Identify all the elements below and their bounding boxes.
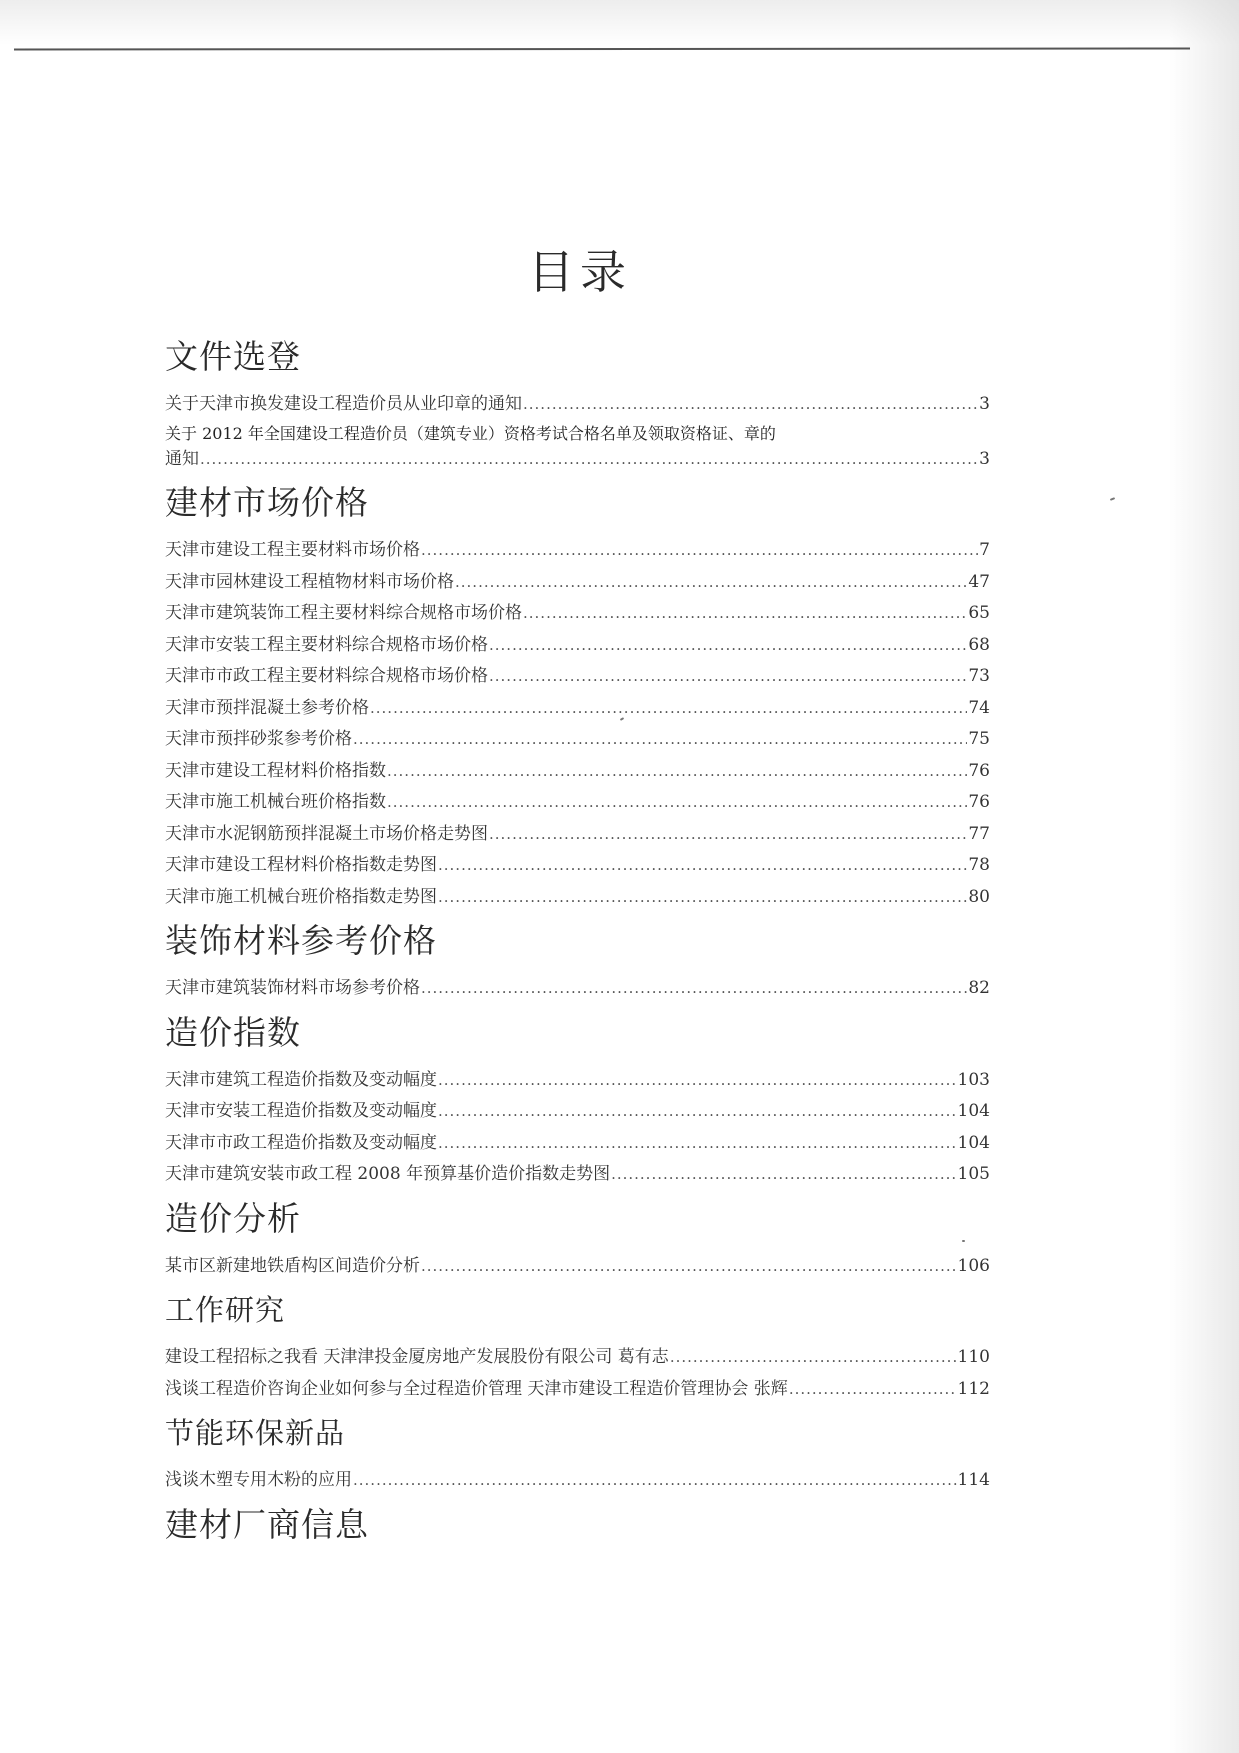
scan-shadow-top xyxy=(0,0,1239,45)
dot-leader xyxy=(489,630,967,662)
toc-entry-list xyxy=(165,973,990,1005)
toc-entry-title: 天津市建筑安装市政工程 2008 年预算基价造价指数走势图 xyxy=(165,1164,611,1184)
dot-leader xyxy=(421,535,978,567)
toc-entry-page-number: 68 xyxy=(968,634,990,655)
toc-entry-list xyxy=(165,1251,990,1283)
toc-entry-page-number: 3 xyxy=(979,448,990,469)
toc-entry-title: 浅谈木塑专用木粉的应用 xyxy=(165,1470,352,1490)
toc-entry-page-number: 75 xyxy=(968,729,990,749)
scan-shadow-right xyxy=(1169,0,1239,1753)
dot-leader xyxy=(611,1159,956,1191)
dot-leader xyxy=(438,1065,957,1097)
dot-leader xyxy=(789,1374,957,1406)
toc-entry[interactable] xyxy=(165,444,990,476)
toc-entry-title: 天津市园林建设工程植物材料市场价格 xyxy=(165,571,454,592)
toc-entry[interactable] xyxy=(165,1342,990,1374)
toc-entry-page-number: 77 xyxy=(968,823,990,844)
toc-entry[interactable] xyxy=(165,535,990,567)
toc-entry-title: 天津市安装工程主要材料综合规格市场价格 xyxy=(165,634,488,655)
toc-entry[interactable] xyxy=(165,973,990,1005)
toc-entry[interactable] xyxy=(165,693,990,725)
toc-section xyxy=(165,335,990,475)
dot-leader xyxy=(438,1128,957,1160)
toc-entry-page-number: 73 xyxy=(968,666,990,686)
toc-entry-title: 天津市预拌混凝土参考价格 xyxy=(165,697,369,718)
toc-entry-title: 建设工程招标之我看 天津津投金厦房地产发展股份有限公司 葛有志 xyxy=(165,1347,669,1367)
toc-entry-page-number: 47 xyxy=(968,571,990,592)
toc-entry-list xyxy=(165,389,990,475)
toc-entry-title: 关于天津市换发建设工程造价员从业印章的通知 xyxy=(165,394,522,414)
toc-entry-page-number: 106 xyxy=(957,1255,990,1276)
toc-entry[interactable] xyxy=(165,630,990,662)
dot-leader xyxy=(523,389,978,421)
toc-entry[interactable] xyxy=(165,598,990,630)
toc-entry-page-number: 105 xyxy=(957,1164,990,1184)
scan-speck xyxy=(1110,497,1115,501)
dot-leader xyxy=(489,819,967,851)
toc-entry-title: 天津市市政工程主要材料综合规格市场价格 xyxy=(165,666,488,686)
toc-entry-title: 天津市建设工程主要材料市场价格 xyxy=(165,540,420,560)
top-rule xyxy=(14,47,1190,50)
toc-entry-title: 天津市建设工程材料价格指数 xyxy=(165,760,386,781)
toc-entry[interactable] xyxy=(165,819,990,851)
toc-entry[interactable] xyxy=(165,567,990,599)
toc-entry-page-number: 110 xyxy=(957,1347,990,1367)
dot-leader xyxy=(353,1465,957,1497)
dot-leader xyxy=(438,1096,957,1128)
toc-entry[interactable] xyxy=(165,1159,990,1191)
section-title: 工作研究 xyxy=(165,1293,286,1327)
toc-entry-page-number: 76 xyxy=(968,760,990,781)
toc-entry[interactable] xyxy=(165,787,990,819)
toc-entry-title: 通知 xyxy=(165,448,199,469)
dot-leader xyxy=(523,598,967,630)
section-title: 建材厂商信息 xyxy=(165,1504,369,1544)
toc-entry[interactable] xyxy=(165,661,990,693)
table-of-contents xyxy=(165,335,990,1551)
dot-leader xyxy=(489,661,967,693)
section-title: 建材市场价格 xyxy=(165,483,369,522)
toc-section xyxy=(165,1503,990,1547)
toc-entry-title: 某市区新建地铁盾构区间造价分析 xyxy=(165,1255,420,1276)
toc-entry-page-number: 7 xyxy=(979,540,990,560)
toc-entry[interactable] xyxy=(165,1374,990,1406)
toc-section xyxy=(165,919,990,1005)
toc-entry-title: 天津市施工机械台班价格指数走势图 xyxy=(165,886,437,907)
dot-leader xyxy=(670,1342,957,1374)
toc-entry-page-number: 82 xyxy=(968,978,990,998)
section-title: 造价指数 xyxy=(165,1012,301,1052)
toc-entry[interactable] xyxy=(165,756,990,788)
dot-leader xyxy=(387,787,967,819)
dot-leader xyxy=(438,882,967,914)
section-title: 造价分析 xyxy=(165,1198,301,1238)
dot-leader xyxy=(421,973,967,1005)
toc-entry-title-line: 关于 2012 年全国建设工程造价员（建筑专业）资格考试合格名单及领取资格证、章的 xyxy=(165,423,776,443)
toc-entry[interactable] xyxy=(165,389,990,421)
toc-entry-page-number: 80 xyxy=(968,886,990,907)
toc-entry-page-number: 104 xyxy=(957,1101,990,1121)
toc-entry-title: 浅谈工程造价咨询企业如何参与全过程造价管理 天津市建设工程造价管理协会 张辉 xyxy=(165,1378,788,1399)
dot-leader xyxy=(438,850,967,882)
toc-entry-title: 天津市建设工程材料价格指数走势图 xyxy=(165,855,437,875)
toc-entry[interactable] xyxy=(165,1128,990,1160)
dot-leader xyxy=(455,567,967,599)
toc-entry[interactable] xyxy=(165,1251,990,1283)
toc-entry-title: 天津市市政工程造价指数及变动幅度 xyxy=(165,1132,437,1153)
toc-entry-page-number: 65 xyxy=(968,603,990,623)
section-title: 节能环保新品 xyxy=(165,1416,346,1450)
toc-entry-title: 天津市建筑工程造价指数及变动幅度 xyxy=(165,1069,437,1090)
toc-entry-page-number: 112 xyxy=(957,1378,990,1399)
toc-entry-title: 天津市预拌砂浆参考价格 xyxy=(165,729,352,749)
toc-entry[interactable] xyxy=(165,882,990,914)
toc-entry-title: 天津市水泥钢筋预拌混凝土市场价格走势图 xyxy=(165,823,488,844)
section-title: 文件选登 xyxy=(165,337,301,376)
toc-entry-list xyxy=(165,1342,990,1405)
toc-entry-page-number: 3 xyxy=(979,394,990,414)
toc-entry[interactable] xyxy=(165,1065,990,1097)
toc-entry[interactable] xyxy=(165,724,990,756)
toc-entry-title: 天津市施工机械台班价格指数 xyxy=(165,792,386,812)
toc-entry-page-number: 78 xyxy=(968,855,990,875)
toc-entry[interactable] xyxy=(165,850,990,882)
toc-entry-title: 天津市安装工程造价指数及变动幅度 xyxy=(165,1101,437,1121)
dot-leader xyxy=(421,1251,957,1283)
toc-section xyxy=(165,1197,990,1283)
toc-section xyxy=(165,1411,990,1497)
dot-leader xyxy=(353,724,967,756)
toc-entry[interactable] xyxy=(165,1465,990,1497)
toc-section xyxy=(165,1011,990,1191)
toc-section xyxy=(165,1288,990,1405)
dot-leader xyxy=(387,756,967,788)
toc-entry-page-number: 76 xyxy=(968,792,990,812)
toc-entry-title: 天津市建筑装饰工程主要材料综合规格市场价格 xyxy=(165,603,522,623)
toc-entry-list xyxy=(165,1065,990,1191)
toc-entry-list xyxy=(165,1465,990,1497)
section-title: 装饰材料参考价格 xyxy=(165,921,437,960)
toc-section xyxy=(165,481,990,913)
toc-entry-page-number: 103 xyxy=(957,1069,990,1090)
dot-leader xyxy=(370,693,967,725)
toc-entry-page-number: 114 xyxy=(957,1470,990,1490)
toc-entry-list xyxy=(165,535,990,913)
toc-entry-title: 天津市建筑装饰材料市场参考价格 xyxy=(165,978,420,998)
page-title: 目录 xyxy=(528,244,632,299)
dot-leader xyxy=(200,444,978,476)
toc-entry-page-number: 104 xyxy=(957,1132,990,1153)
toc-entry-page-number: 74 xyxy=(968,697,990,718)
toc-entry[interactable] xyxy=(165,1096,990,1128)
